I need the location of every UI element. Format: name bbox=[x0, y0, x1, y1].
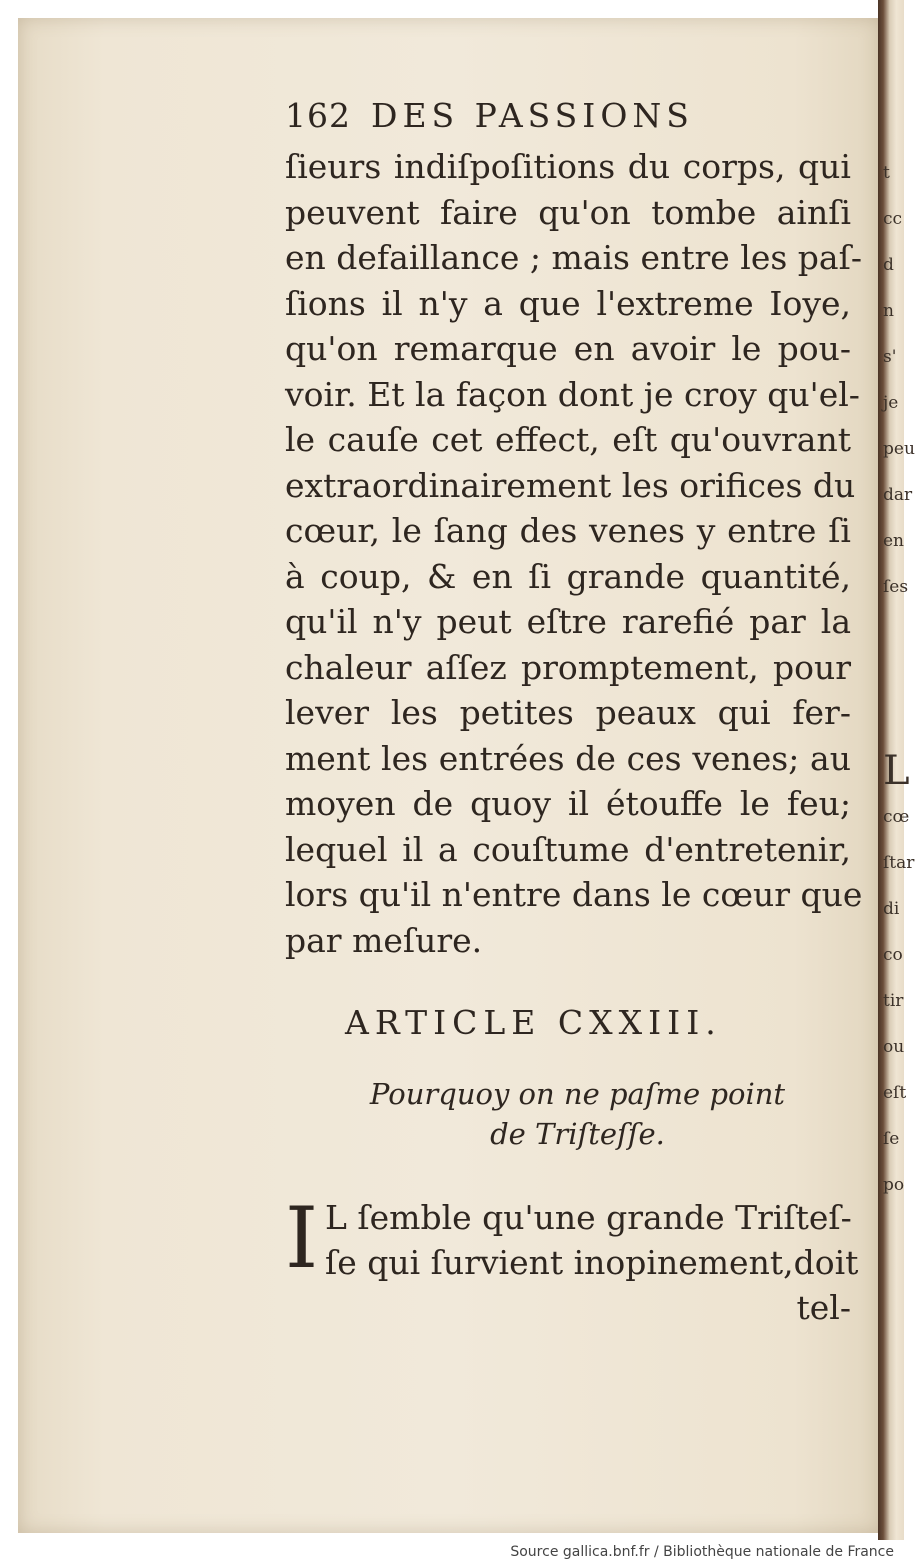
facing-fragment: cc bbox=[883, 209, 903, 229]
text-line: ſieurs indiſpoſitions du corps, qui bbox=[285, 147, 851, 186]
text-line: cœur, le ſang des venes y entre ſi bbox=[285, 511, 851, 550]
text-line: à coup, & en ſi grande quantité, bbox=[285, 556, 851, 596]
facing-fragment: ſtar bbox=[883, 853, 915, 873]
subtitle-line: Pourquoy on ne paſme point bbox=[369, 1077, 786, 1111]
facing-page-edge bbox=[883, 150, 915, 1208]
text-line: moyen de quoy il étouffe le feu; bbox=[285, 784, 851, 823]
facing-fragment: t bbox=[883, 163, 890, 183]
facing-fragment: s' bbox=[883, 347, 897, 367]
subtitle-line: de Triſteſſe. bbox=[490, 1117, 665, 1151]
facing-fragment bbox=[883, 610, 904, 656]
facing-fragment: ſes bbox=[883, 577, 909, 597]
article-subtitle bbox=[300, 1074, 855, 1154]
text-line: extraordinairement les orifices du bbox=[285, 465, 856, 505]
article-opening-text bbox=[325, 1195, 859, 1285]
facing-fragment: dar bbox=[883, 485, 913, 505]
text-line: chaleur aſſez promptement, pour bbox=[285, 647, 851, 687]
facing-fragment: L bbox=[883, 748, 910, 794]
facing-fragment: d bbox=[883, 255, 894, 275]
facing-fragment: ſe bbox=[883, 1129, 900, 1149]
facing-fragment: en bbox=[883, 531, 905, 551]
facing-fragment: tir bbox=[883, 991, 904, 1011]
text-line: lequel il a couſtume d'entretenir, bbox=[285, 829, 851, 869]
text-line: le cauſe cet effect, eſt qu'ouvrant bbox=[285, 420, 851, 459]
text-line: qu'il n'y peut eſtre rarefié par la bbox=[285, 602, 851, 641]
page-number: 162 bbox=[285, 96, 351, 135]
facing-fragment: ou bbox=[883, 1037, 905, 1057]
facing-fragment: eſt bbox=[883, 1083, 907, 1103]
text-line: par meſure. bbox=[285, 920, 483, 960]
facing-fragment: je bbox=[883, 393, 899, 413]
facing-fragment: n bbox=[883, 301, 894, 321]
text-line: peuvent faire qu'on tombe ainſi bbox=[285, 192, 851, 232]
text-line: voir. Et la façon dont je croy qu'el- bbox=[285, 374, 860, 414]
text-line: en defaillance ; mais entre les paſ- bbox=[285, 238, 862, 277]
facing-fragment: di bbox=[883, 899, 900, 919]
text-line: qu'on remarque en avoir le pou- bbox=[285, 329, 851, 368]
text-line: lors qu'il n'entre dans le cœur que bbox=[285, 875, 863, 914]
running-header bbox=[285, 96, 694, 135]
facing-fragment: po bbox=[883, 1175, 905, 1195]
text-line: ment les entrées de ces venes; au bbox=[285, 738, 851, 778]
text-line: ſions il n'y a que l'extreme Ioye, bbox=[285, 283, 851, 323]
facing-fragment: cœ bbox=[883, 807, 910, 827]
body-text bbox=[285, 144, 863, 963]
facing-fragment bbox=[883, 656, 904, 702]
catchword: tel- bbox=[796, 1288, 851, 1327]
facing-fragment: peu bbox=[883, 439, 915, 459]
article-heading: ARTICLE CXXIII. bbox=[345, 1003, 722, 1042]
source-attribution: Source gallica.bnf.fr / Bibliothèque nationale de France bbox=[510, 1544, 894, 1560]
facing-fragment: co bbox=[883, 945, 903, 965]
facing-fragment bbox=[883, 702, 904, 748]
text-line: L ſemble qu'une grande Triſteſ- bbox=[325, 1198, 852, 1237]
text-line: ſe qui ſurvient inopinement,doit bbox=[325, 1243, 859, 1282]
text-line: lever les petites peaux qui fer- bbox=[285, 693, 851, 732]
drop-capital: I bbox=[285, 1189, 319, 1287]
running-head-title: DES PASSIONS bbox=[371, 96, 694, 135]
